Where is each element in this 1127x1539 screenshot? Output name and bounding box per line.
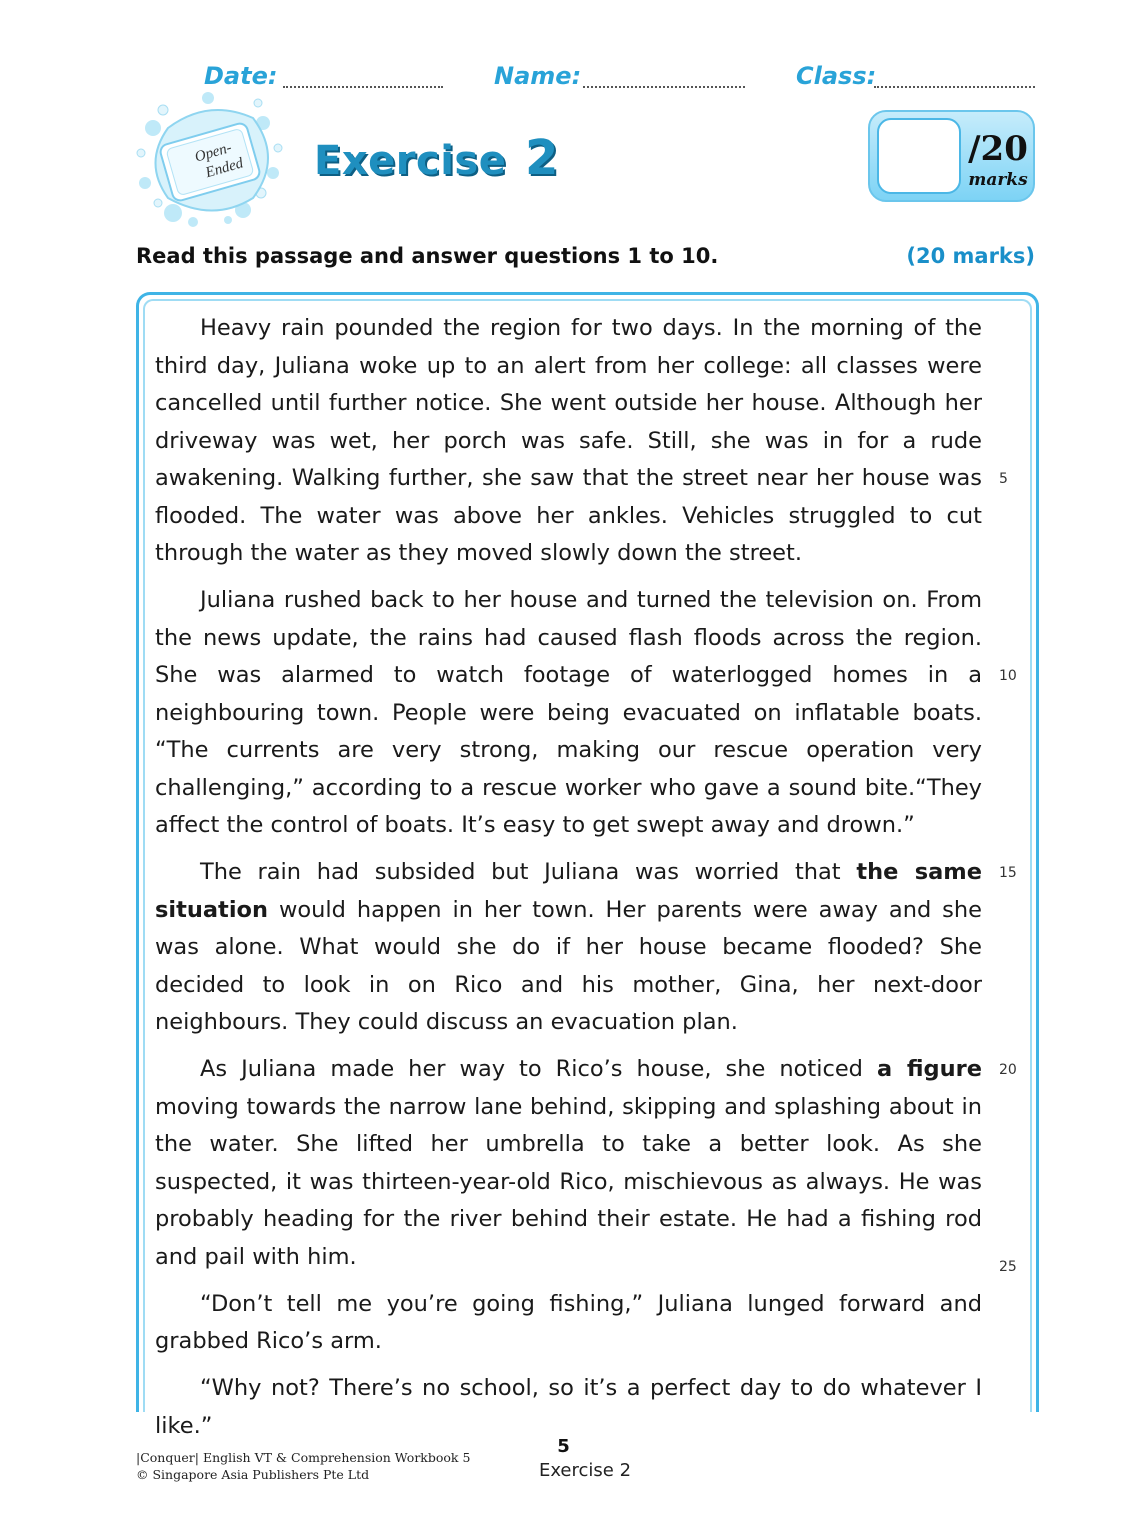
passage-paragraph: [155, 1370, 982, 1445]
score-total: /20: [968, 129, 1028, 169]
emphasized-phrase: the same situation: [155, 859, 982, 923]
passage-paragraph: [155, 854, 982, 1042]
passage-paragraph: [155, 310, 982, 573]
date-label: Date:: [204, 62, 278, 90]
passage-paragraph: [155, 582, 982, 845]
score-unit: marks: [968, 170, 1028, 190]
footer-exercise: Exercise 2: [538, 1460, 632, 1481]
passage-text: “Don’t tell me you’re going fishing,” Juliana lunged forward and grabbed Rico’s arm.: [155, 1290, 982, 1354]
page-number: 5: [557, 1436, 570, 1457]
passage-text: Juliana rushed back to her house and turned the television on. From the news update, the rains had caused flash floods across the region. She was alarmed to watch footage of waterlogged homes in a neighbouring town. People were being evacuated on inflatable boats. “The currents are very strong, making our rescue operation very challenging,” according to a rescue worker who gave a sound bite.“They affect the control of boats. It’s easy to get swept away and drown.”: [155, 587, 982, 838]
instruction: Read this passage and answer questions 1 to 10.: [136, 244, 719, 268]
exercise-number: 2: [525, 130, 559, 186]
instruction-marks: (20 marks): [906, 244, 1035, 268]
badge-line1: Open-: [193, 139, 234, 166]
passage-text: The rain had subsided but Juliana was worried that: [200, 859, 857, 885]
badge-line2: Ended: [203, 155, 246, 182]
passage-text: moving towards the narrow lane behind, skipping and splashing about in the water. She lifted her umbrella to take a better look. As she suspected, it was thirteen-year-old Rico, mischievous as always. He was probably heading for the river behind their estate. He had a fishing rod and pail with him.: [155, 1093, 982, 1270]
class-field[interactable]: [874, 86, 1035, 88]
exercise-title: Exercise: [314, 138, 507, 184]
passage-paragraph: [155, 1051, 982, 1276]
passage: [155, 310, 982, 1455]
score-input[interactable]: [877, 118, 961, 194]
name-field[interactable]: [583, 86, 745, 88]
line-number: 10: [999, 668, 1017, 684]
date-field[interactable]: [283, 86, 443, 88]
line-number: 15: [999, 865, 1017, 881]
line-number: 20: [999, 1062, 1017, 1078]
name-label: Name:: [494, 62, 582, 90]
emphasized-phrase: a figure: [876, 1056, 982, 1082]
footer-publisher: © Singapore Asia Publishers Pte Ltd: [136, 1467, 370, 1482]
passage-paragraph: [155, 1286, 982, 1361]
line-number: 25: [999, 1259, 1017, 1275]
passage-text: would happen in her town. Her parents were away and she was alone. What would she do if her house became flooded? She decided to look in on Rico and his mother, Gina, her next-door neighbours. They could discuss an evacuation plan.: [155, 896, 982, 1035]
class-label: Class:: [796, 62, 877, 90]
open-ended-badge-icon: [133, 88, 283, 228]
line-number: 5: [999, 471, 1008, 487]
passage-text: “Why not? There’s no school, so it’s a perfect day to do whatever I like.”: [155, 1375, 982, 1439]
passage-text: Heavy rain pounded the region for two days. In the morning of the third day, Juliana woke up to an alert from her college: all classes were cancelled until further notice. She went outside her house. Although her driveway was wet, her porch was safe. Still, she was in for a rude awakening. Walking further, she saw that the street near her house was flooded. The water was above her ankles. Vehicles struggled to cut through the water as they moved slowly down the street.: [155, 315, 982, 566]
passage-text: As Juliana made her way to Rico’s house, she noticed: [200, 1056, 877, 1082]
score-box: [868, 110, 1035, 202]
footer-book: |Conquer| English VT & Comprehension Workbook 5: [136, 1450, 471, 1465]
